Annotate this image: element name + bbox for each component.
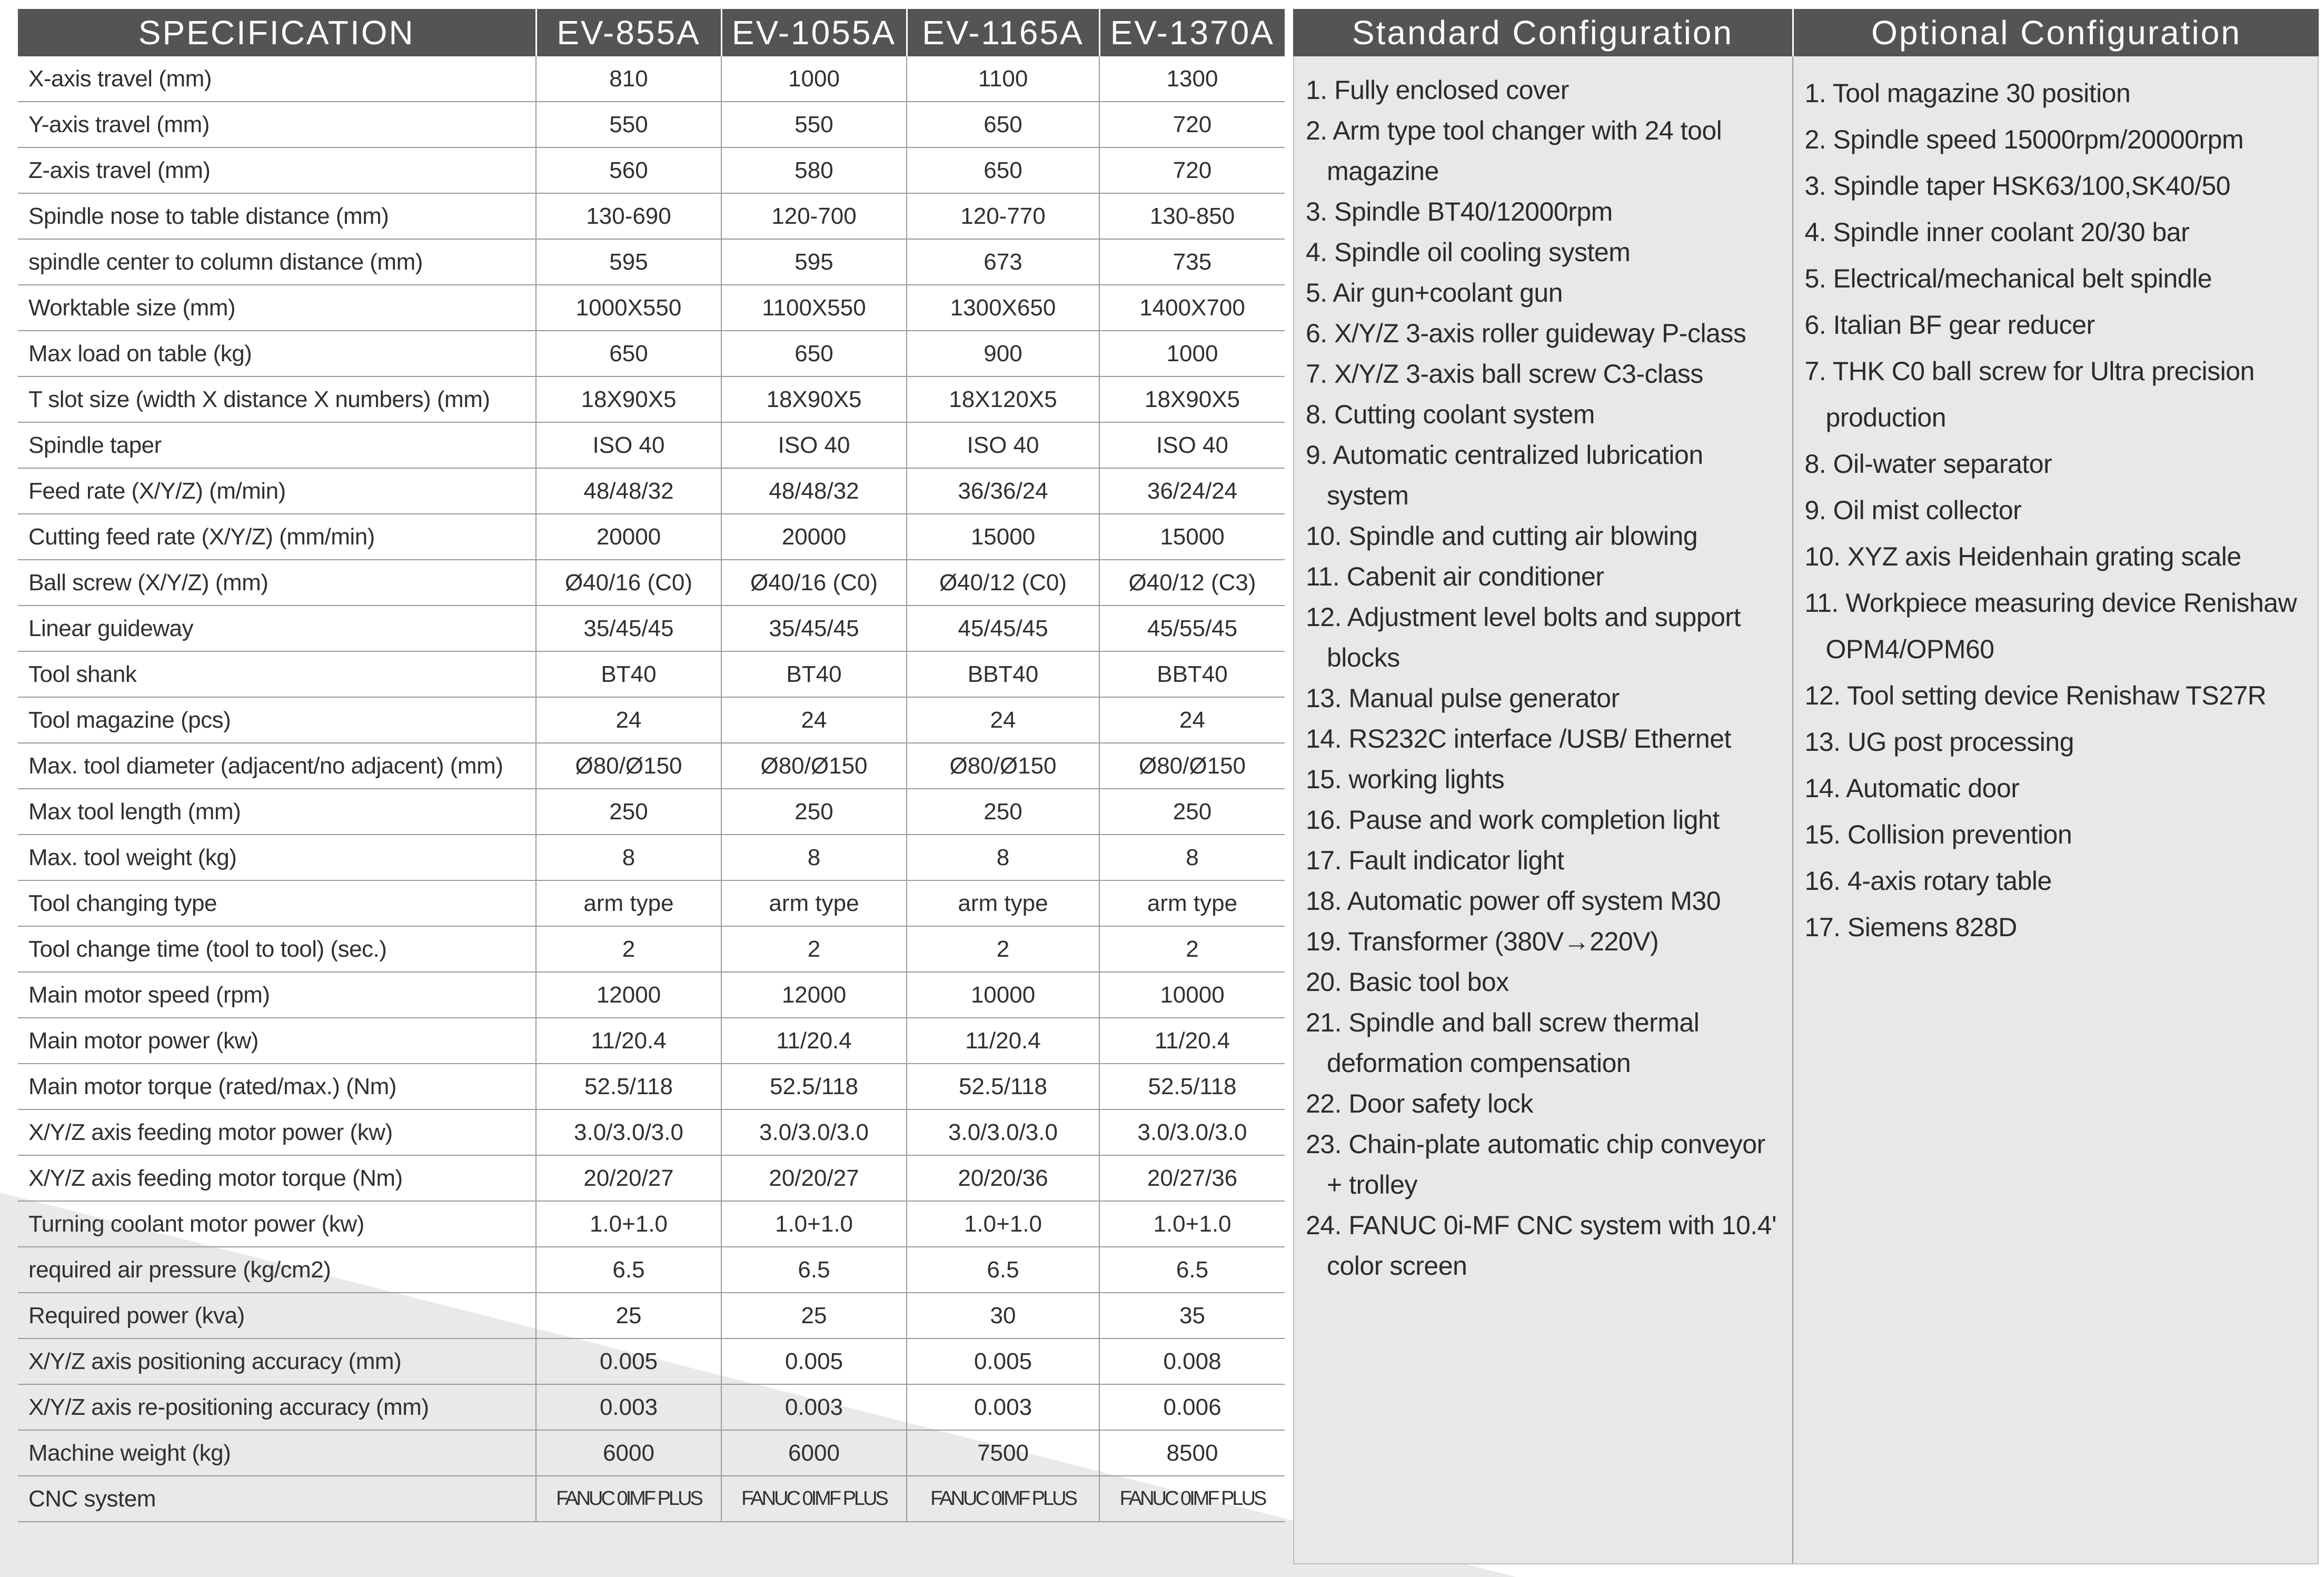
spec-value: 12000 xyxy=(536,972,721,1018)
spec-value: Ø80/Ø150 xyxy=(1099,743,1285,789)
spec-label: Max. tool weight (kg) xyxy=(18,835,536,880)
spec-value: 0.005 xyxy=(907,1338,1099,1384)
standard-config-item: 2. Arm type tool changer with 24 tool magazine xyxy=(1306,116,1722,186)
spec-label: Machine weight (kg) xyxy=(18,1430,536,1476)
spec-value: 10000 xyxy=(907,972,1099,1018)
spec-value: 24 xyxy=(721,697,907,743)
specification-header: SPECIFICATION xyxy=(18,9,536,56)
spec-value: 0.003 xyxy=(907,1384,1099,1430)
spec-row xyxy=(18,514,1285,560)
spec-value: Ø40/16 (C0) xyxy=(536,560,721,606)
spec-value: 2 xyxy=(536,926,721,972)
optional-config-item: 12. Tool setting device Renishaw TS27R xyxy=(1804,681,2267,710)
spec-value: 2 xyxy=(1099,926,1285,972)
spec-value: 15000 xyxy=(1099,514,1285,560)
optional-config-item: 1. Tool magazine 30 position xyxy=(1804,78,2131,108)
spec-label: Spindle taper xyxy=(18,422,536,468)
spec-value: 1100 xyxy=(907,56,1099,102)
optional-config-item: 7. THK C0 ball screw for Ultra precision production xyxy=(1804,356,2255,432)
optional-configuration-title: Optional Configuration xyxy=(1794,9,2319,56)
spec-value: 48/48/32 xyxy=(536,468,721,514)
spec-row xyxy=(18,606,1285,651)
standard-config-item: 12. Adjustment level bolts and support blocks xyxy=(1306,602,1741,672)
spec-value: 0.006 xyxy=(1099,1384,1285,1430)
spec-value: 120-770 xyxy=(907,193,1099,239)
spec-value: 8 xyxy=(536,835,721,880)
standard-config-item: 14. RS232C interface /USB/ Ethernet xyxy=(1306,724,1731,753)
spec-value: 7500 xyxy=(907,1430,1099,1476)
spec-value: FANUC 0IMF PLUS xyxy=(536,1476,721,1522)
spec-row xyxy=(18,376,1285,422)
spec-value: 36/36/24 xyxy=(907,468,1099,514)
spec-value: Ø80/Ø150 xyxy=(907,743,1099,789)
spec-label: CNC system xyxy=(18,1476,536,1522)
spec-value: BBT40 xyxy=(907,651,1099,697)
spec-row xyxy=(18,651,1285,697)
optional-configuration-list xyxy=(1793,56,2318,1563)
spec-value: 20000 xyxy=(721,514,907,560)
optional-config-item: 11. Workpiece measuring device Renishaw OPM4/OPM60 xyxy=(1804,588,2297,664)
spec-row xyxy=(18,972,1285,1018)
spec-value: 1300X650 xyxy=(907,285,1099,331)
spec-label: Tool shank xyxy=(18,651,536,697)
spec-label: Required power (kva) xyxy=(18,1293,536,1338)
spec-value: 35 xyxy=(1099,1293,1285,1338)
spec-value: 52.5/118 xyxy=(1099,1064,1285,1109)
standard-config-item: 21. Spindle and ball screw thermal deformation compensation xyxy=(1306,1008,1700,1078)
spec-value: 18X120X5 xyxy=(907,376,1099,422)
spec-value: 6.5 xyxy=(907,1247,1099,1293)
spec-row xyxy=(18,1247,1285,1293)
spec-value: arm type xyxy=(536,880,721,926)
optional-config-item: 4. Spindle inner coolant 20/30 bar xyxy=(1804,217,2190,247)
spec-label: Main motor speed (rpm) xyxy=(18,972,536,1018)
standard-config-item: 23. Chain-plate automatic chip conveyor + trolley xyxy=(1306,1129,1765,1199)
spec-label: X-axis travel (mm) xyxy=(18,56,536,102)
spec-value: 25 xyxy=(721,1293,907,1338)
spec-value: 1.0+1.0 xyxy=(1099,1201,1285,1247)
spec-row xyxy=(18,331,1285,376)
spec-value: 250 xyxy=(907,789,1099,835)
spec-label: Main motor torque (rated/max.) (Nm) xyxy=(18,1064,536,1109)
spec-label: X/Y/Z axis positioning accuracy (mm) xyxy=(18,1338,536,1384)
spec-row xyxy=(18,422,1285,468)
spec-label: spindle center to column distance (mm) xyxy=(18,239,536,285)
spec-value: 0.008 xyxy=(1099,1338,1285,1384)
standard-config-item: 5. Air gun+coolant gun xyxy=(1306,278,1563,308)
spec-label: X/Y/Z axis feeding motor power (kw) xyxy=(18,1109,536,1155)
spec-value: 6.5 xyxy=(1099,1247,1285,1293)
spec-row xyxy=(18,1109,1285,1155)
spec-row xyxy=(18,468,1285,514)
spec-value: 900 xyxy=(907,331,1099,376)
spec-value: 1000X550 xyxy=(536,285,721,331)
spec-value: 1400X700 xyxy=(1099,285,1285,331)
specification-table-container xyxy=(18,9,1285,1522)
spec-value: 650 xyxy=(721,331,907,376)
spec-value: 650 xyxy=(907,102,1099,147)
optional-configuration-items xyxy=(1805,70,2309,950)
spec-value: 45/45/45 xyxy=(907,606,1099,651)
spec-row xyxy=(18,1476,1285,1522)
standard-config-item: 19. Transformer (380V→220V) xyxy=(1306,927,1659,956)
spec-label: X/Y/Z axis feeding motor torque (Nm) xyxy=(18,1155,536,1201)
spec-value: 1.0+1.0 xyxy=(536,1201,721,1247)
optional-config-item: 3. Spindle taper HSK63/100,SK40/50 xyxy=(1804,171,2231,201)
spec-value: 18X90X5 xyxy=(721,376,907,422)
spec-value: 52.5/118 xyxy=(907,1064,1099,1109)
spec-row xyxy=(18,697,1285,743)
spec-value: 3.0/3.0/3.0 xyxy=(536,1109,721,1155)
spec-row xyxy=(18,560,1285,606)
standard-config-item: 9. Automatic centralized lubrication system xyxy=(1306,440,1703,510)
optional-config-item: 14. Automatic door xyxy=(1804,773,2020,803)
spec-label: Feed rate (X/Y/Z) (m/min) xyxy=(18,468,536,514)
spec-value: 6.5 xyxy=(721,1247,907,1293)
configuration-body xyxy=(1293,56,2319,1564)
standard-configuration-list xyxy=(1294,56,1793,1563)
spec-value: ISO 40 xyxy=(907,422,1099,468)
spec-value: 1.0+1.0 xyxy=(721,1201,907,1247)
spec-value: 0.003 xyxy=(536,1384,721,1430)
spec-value: 8500 xyxy=(1099,1430,1285,1476)
spec-label: Max load on table (kg) xyxy=(18,331,536,376)
spec-value: 650 xyxy=(907,147,1099,193)
configuration-panel xyxy=(1293,9,2319,1564)
standard-config-item: 18. Automatic power off system M30 xyxy=(1306,886,1721,916)
spec-row xyxy=(18,285,1285,331)
spec-value: BBT40 xyxy=(1099,651,1285,697)
spec-value: 550 xyxy=(536,102,721,147)
spec-value: 673 xyxy=(907,239,1099,285)
standard-config-item: 24. FANUC 0i-MF CNC system with 10.4' color screen xyxy=(1306,1211,1777,1281)
spec-label: required air pressure (kg/cm2) xyxy=(18,1247,536,1293)
spec-value: 1300 xyxy=(1099,56,1285,102)
spec-value: 3.0/3.0/3.0 xyxy=(907,1109,1099,1155)
spec-row xyxy=(18,1018,1285,1064)
spec-label: Spindle nose to table distance (mm) xyxy=(18,193,536,239)
spec-row xyxy=(18,1338,1285,1384)
optional-config-item: 16. 4-axis rotary table xyxy=(1804,866,2052,896)
standard-config-item: 20. Basic tool box xyxy=(1306,967,1509,997)
model-header: EV-1055A xyxy=(721,9,907,56)
spec-value: 0.003 xyxy=(721,1384,907,1430)
optional-config-item: 9. Oil mist collector xyxy=(1804,495,2022,525)
spec-value: 35/45/45 xyxy=(536,606,721,651)
spec-row xyxy=(18,880,1285,926)
spec-value: 20/20/27 xyxy=(536,1155,721,1201)
spec-label: Max. tool diameter (adjacent/no adjacent) (mm) xyxy=(18,743,536,789)
spec-value: Ø80/Ø150 xyxy=(536,743,721,789)
spec-value: 20/20/27 xyxy=(721,1155,907,1201)
spec-value: ISO 40 xyxy=(721,422,907,468)
spec-label: Linear guideway xyxy=(18,606,536,651)
spec-value: 560 xyxy=(536,147,721,193)
spec-value: 18X90X5 xyxy=(1099,376,1285,422)
standard-config-item: 10. Spindle and cutting air blowing xyxy=(1306,521,1698,551)
spec-value: 30 xyxy=(907,1293,1099,1338)
spec-value: BT40 xyxy=(721,651,907,697)
spec-row xyxy=(18,926,1285,972)
spec-label: Tool changing type xyxy=(18,880,536,926)
spec-value: 2 xyxy=(907,926,1099,972)
spec-value: 550 xyxy=(721,102,907,147)
standard-config-item: 13. Manual pulse generator xyxy=(1306,683,1620,713)
spec-row xyxy=(18,1293,1285,1338)
spec-value: 8 xyxy=(721,835,907,880)
spec-value: ISO 40 xyxy=(1099,422,1285,468)
spec-value: Ø40/16 (C0) xyxy=(721,560,907,606)
spec-label: Z-axis travel (mm) xyxy=(18,147,536,193)
spec-value: 35/45/45 xyxy=(721,606,907,651)
spec-value: 130-690 xyxy=(536,193,721,239)
spec-value: 3.0/3.0/3.0 xyxy=(1099,1109,1285,1155)
specification-header-row xyxy=(18,9,1285,56)
spec-value: 52.5/118 xyxy=(536,1064,721,1109)
spec-label: Main motor power (kw) xyxy=(18,1018,536,1064)
model-header: EV-1370A xyxy=(1099,9,1285,56)
spec-value: 810 xyxy=(536,56,721,102)
spec-value: 11/20.4 xyxy=(721,1018,907,1064)
spec-value: 1100X550 xyxy=(721,285,907,331)
spec-value: 8 xyxy=(907,835,1099,880)
standard-config-item: 15. working lights xyxy=(1306,765,1505,794)
spec-value: 20/27/36 xyxy=(1099,1155,1285,1201)
spec-value: 18X90X5 xyxy=(536,376,721,422)
spec-value: 595 xyxy=(536,239,721,285)
spec-row xyxy=(18,147,1285,193)
spec-value: 10000 xyxy=(1099,972,1285,1018)
spec-value: 250 xyxy=(536,789,721,835)
spec-value: 11/20.4 xyxy=(1099,1018,1285,1064)
spec-row xyxy=(18,789,1285,835)
spec-value: 250 xyxy=(721,789,907,835)
optional-config-item: 6. Italian BF gear reducer xyxy=(1804,310,2095,340)
standard-config-item: 22. Door safety lock xyxy=(1306,1089,1533,1118)
model-header: EV-855A xyxy=(536,9,721,56)
spec-value: 6000 xyxy=(721,1430,907,1476)
spec-row xyxy=(18,56,1285,102)
spec-label: Turning coolant motor power (kw) xyxy=(18,1201,536,1247)
configuration-header-row xyxy=(1293,9,2319,56)
spec-value: 580 xyxy=(721,147,907,193)
optional-config-item: 5. Electrical/mechanical belt spindle xyxy=(1804,264,2212,293)
spec-label: X/Y/Z axis re-positioning accuracy (mm) xyxy=(18,1384,536,1430)
standard-config-item: 7. X/Y/Z 3-axis ball screw C3-class xyxy=(1306,359,1703,389)
spec-value: 3.0/3.0/3.0 xyxy=(721,1109,907,1155)
spec-value: 36/24/24 xyxy=(1099,468,1285,514)
standard-config-item: 8. Cutting coolant system xyxy=(1306,400,1595,429)
spec-value: Ø40/12 (C3) xyxy=(1099,560,1285,606)
spec-value: 24 xyxy=(1099,697,1285,743)
optional-config-item: 13. UG post processing xyxy=(1804,727,2074,757)
spec-row xyxy=(18,1155,1285,1201)
spec-row xyxy=(18,193,1285,239)
spec-label: Ball screw (X/Y/Z) (mm) xyxy=(18,560,536,606)
spec-value: FANUC 0IMF PLUS xyxy=(721,1476,907,1522)
optional-config-item: 10. XYZ axis Heidenhain grating scale xyxy=(1804,542,2241,571)
optional-config-item: 2. Spindle speed 15000rpm/20000rpm xyxy=(1804,125,2244,154)
spec-value: 1000 xyxy=(721,56,907,102)
spec-row xyxy=(18,1384,1285,1430)
standard-configuration-items xyxy=(1306,70,1782,1286)
spec-value: 595 xyxy=(721,239,907,285)
standard-configuration-title: Standard Configuration xyxy=(1293,9,1794,56)
standard-config-item: 6. X/Y/Z 3-axis roller guideway P-class xyxy=(1306,319,1746,348)
optional-config-item: 17. Siemens 828D xyxy=(1804,913,2017,942)
spec-value: 6000 xyxy=(536,1430,721,1476)
optional-config-item: 8. Oil-water separator xyxy=(1804,449,2052,479)
standard-config-item: 17. Fault indicator light xyxy=(1306,846,1564,875)
spec-value: 45/55/45 xyxy=(1099,606,1285,651)
spec-value: 720 xyxy=(1099,102,1285,147)
spec-value: 250 xyxy=(1099,789,1285,835)
spec-value: 720 xyxy=(1099,147,1285,193)
spec-label: Tool magazine (pcs) xyxy=(18,697,536,743)
spec-value: 20000 xyxy=(536,514,721,560)
spec-value: 25 xyxy=(536,1293,721,1338)
spec-row xyxy=(18,102,1285,147)
spec-value: Ø80/Ø150 xyxy=(721,743,907,789)
spec-value: 1000 xyxy=(1099,331,1285,376)
spec-value: arm type xyxy=(907,880,1099,926)
spec-value: 6.5 xyxy=(536,1247,721,1293)
spec-row xyxy=(18,239,1285,285)
specification-table xyxy=(18,9,1285,1522)
spec-row xyxy=(18,743,1285,789)
standard-config-item: 4. Spindle oil cooling system xyxy=(1306,237,1631,267)
spec-row xyxy=(18,1201,1285,1247)
spec-value: 0.005 xyxy=(721,1338,907,1384)
spec-row xyxy=(18,835,1285,880)
spec-value: 0.005 xyxy=(536,1338,721,1384)
spec-value: 48/48/32 xyxy=(721,468,907,514)
standard-config-item: 3. Spindle BT40/12000rpm xyxy=(1306,197,1613,226)
spec-label: Y-axis travel (mm) xyxy=(18,102,536,147)
spec-row xyxy=(18,1430,1285,1476)
spec-value: arm type xyxy=(1099,880,1285,926)
spec-value: 52.5/118 xyxy=(721,1064,907,1109)
spec-value: Ø40/12 (C0) xyxy=(907,560,1099,606)
spec-value: 24 xyxy=(536,697,721,743)
spec-value: BT40 xyxy=(536,651,721,697)
spec-label: Cutting feed rate (X/Y/Z) (mm/min) xyxy=(18,514,536,560)
spec-value: 15000 xyxy=(907,514,1099,560)
spec-value: 650 xyxy=(536,331,721,376)
model-header: EV-1165A xyxy=(907,9,1099,56)
standard-config-item: 16. Pause and work completion light xyxy=(1306,805,1720,835)
spec-value: arm type xyxy=(721,880,907,926)
spec-value: 2 xyxy=(721,926,907,972)
spec-value: FANUC 0IMF PLUS xyxy=(907,1476,1099,1522)
spec-label: Tool change time (tool to tool) (sec.) xyxy=(18,926,536,972)
optional-config-item: 15. Collision prevention xyxy=(1804,820,2072,849)
spec-value: 24 xyxy=(907,697,1099,743)
spec-value: 11/20.4 xyxy=(907,1018,1099,1064)
spec-value: 1.0+1.0 xyxy=(907,1201,1099,1247)
spec-value: 11/20.4 xyxy=(536,1018,721,1064)
standard-config-item: 11. Cabenit air conditioner xyxy=(1306,562,1604,591)
spec-value: 735 xyxy=(1099,239,1285,285)
spec-value: ISO 40 xyxy=(536,422,721,468)
spec-value: 120-700 xyxy=(721,193,907,239)
spec-row xyxy=(18,1064,1285,1109)
spec-value: 12000 xyxy=(721,972,907,1018)
spec-label: Worktable size (mm) xyxy=(18,285,536,331)
spec-value: 8 xyxy=(1099,835,1285,880)
standard-config-item: 1. Fully enclosed cover xyxy=(1306,75,1569,105)
spec-label: Max tool length (mm) xyxy=(18,789,536,835)
specification-rows xyxy=(18,56,1285,1522)
spec-value: 130-850 xyxy=(1099,193,1285,239)
spec-value: 20/20/36 xyxy=(907,1155,1099,1201)
spec-value: FANUC 0IMF PLUS xyxy=(1099,1476,1285,1522)
spec-label: T slot size (width X distance X numbers) (mm) xyxy=(18,376,536,422)
